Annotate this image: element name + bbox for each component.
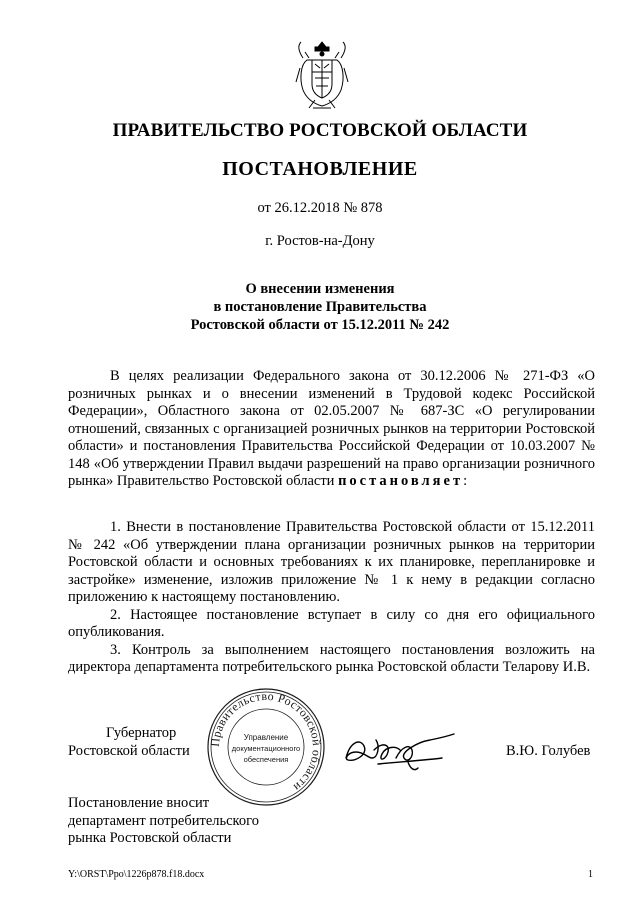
decrees-word: постановляет [338, 473, 464, 489]
preamble-paragraph [68, 368, 595, 491]
city: г. Ростов-на-Дону [265, 233, 375, 249]
coat-of-arms-icon [293, 38, 351, 110]
subject-line: в постановление Правительства [213, 299, 427, 315]
government-heading: ПРАВИТЕЛЬСТВО РОСТОВСКОЙ ОБЛАСТИ [112, 120, 528, 141]
official-seal [205, 686, 327, 808]
preamble-text: В целях реализации Федерального закона от 30.12.2006 № 271-ФЗ «О розничных рынках и о внесении изменений в Трудовой кодекс Российской Федерации», Областного закона от 02.05.2007 № 687-ЗС «О регулировании отношений, связанных с организацией розничных рынков на территории Ростовской области» и постановления Правительства Российской Федерации от 10.03.2007 № 148 «Об утверждении Правил выдачи разрешений на право организации розничного рынка» Правительство Ростовской области [68, 368, 595, 489]
introduced-by [68, 795, 259, 848]
operative-item: 3. Контроль за выполнением настоящего постановления возложить на директора департамента потребительского рынка Ростовской области Теларову И.В. [68, 641, 595, 675]
document-subject [0, 280, 640, 334]
date-number: от 26.12.2018 № 878 [257, 200, 383, 216]
subject-line: Ростовской области от 15.12.2011 № 242 [190, 317, 450, 333]
introduced-by-line: Постановление вносит [68, 795, 210, 811]
operative-item: 1. Внести в постановление Правительства Ростовской области от 15.12.2011 № 242 «Об утверждении плана организации розничных рынков на территории Ростовской области и основных требованиях к их планировке, перепланировке и застройке» изменение, изложив приложение № 1 к нему в редакции согласно приложению к настоящему постановлению. [68, 519, 595, 605]
handwritten-signature [338, 728, 458, 776]
introduced-by-line: рынка Ростовской области [68, 830, 232, 846]
operative-items [68, 519, 595, 677]
seal-inner-line: Управление [243, 733, 289, 742]
preamble [68, 368, 595, 491]
introduced-by-line: департамент потребительского [68, 812, 259, 829]
seal-inner-line: документационного [231, 744, 301, 753]
preamble-colon: : [463, 473, 468, 489]
page-number: 1 [588, 869, 593, 880]
signatory-title [68, 724, 190, 760]
signatory-title-line: Губернатор [106, 725, 177, 741]
signatory-name: В.Ю. Голубев [506, 743, 591, 759]
subject-line: О внесении изменения [245, 281, 395, 297]
operative-item: 2. Настоящее постановление вступает в силу со дня его официального опубликования. [68, 606, 595, 640]
seal-ring-text: Правительство Ростовской области [207, 688, 325, 795]
seal-inner-line: обеспечения [243, 755, 289, 764]
document-type-heading: ПОСТАНОВЛЕНИЕ [222, 158, 418, 180]
file-path: Y:\ORST\Ppo\1226p878.f18.docx [68, 869, 205, 880]
signatory-title-line: Ростовской области [68, 743, 190, 759]
